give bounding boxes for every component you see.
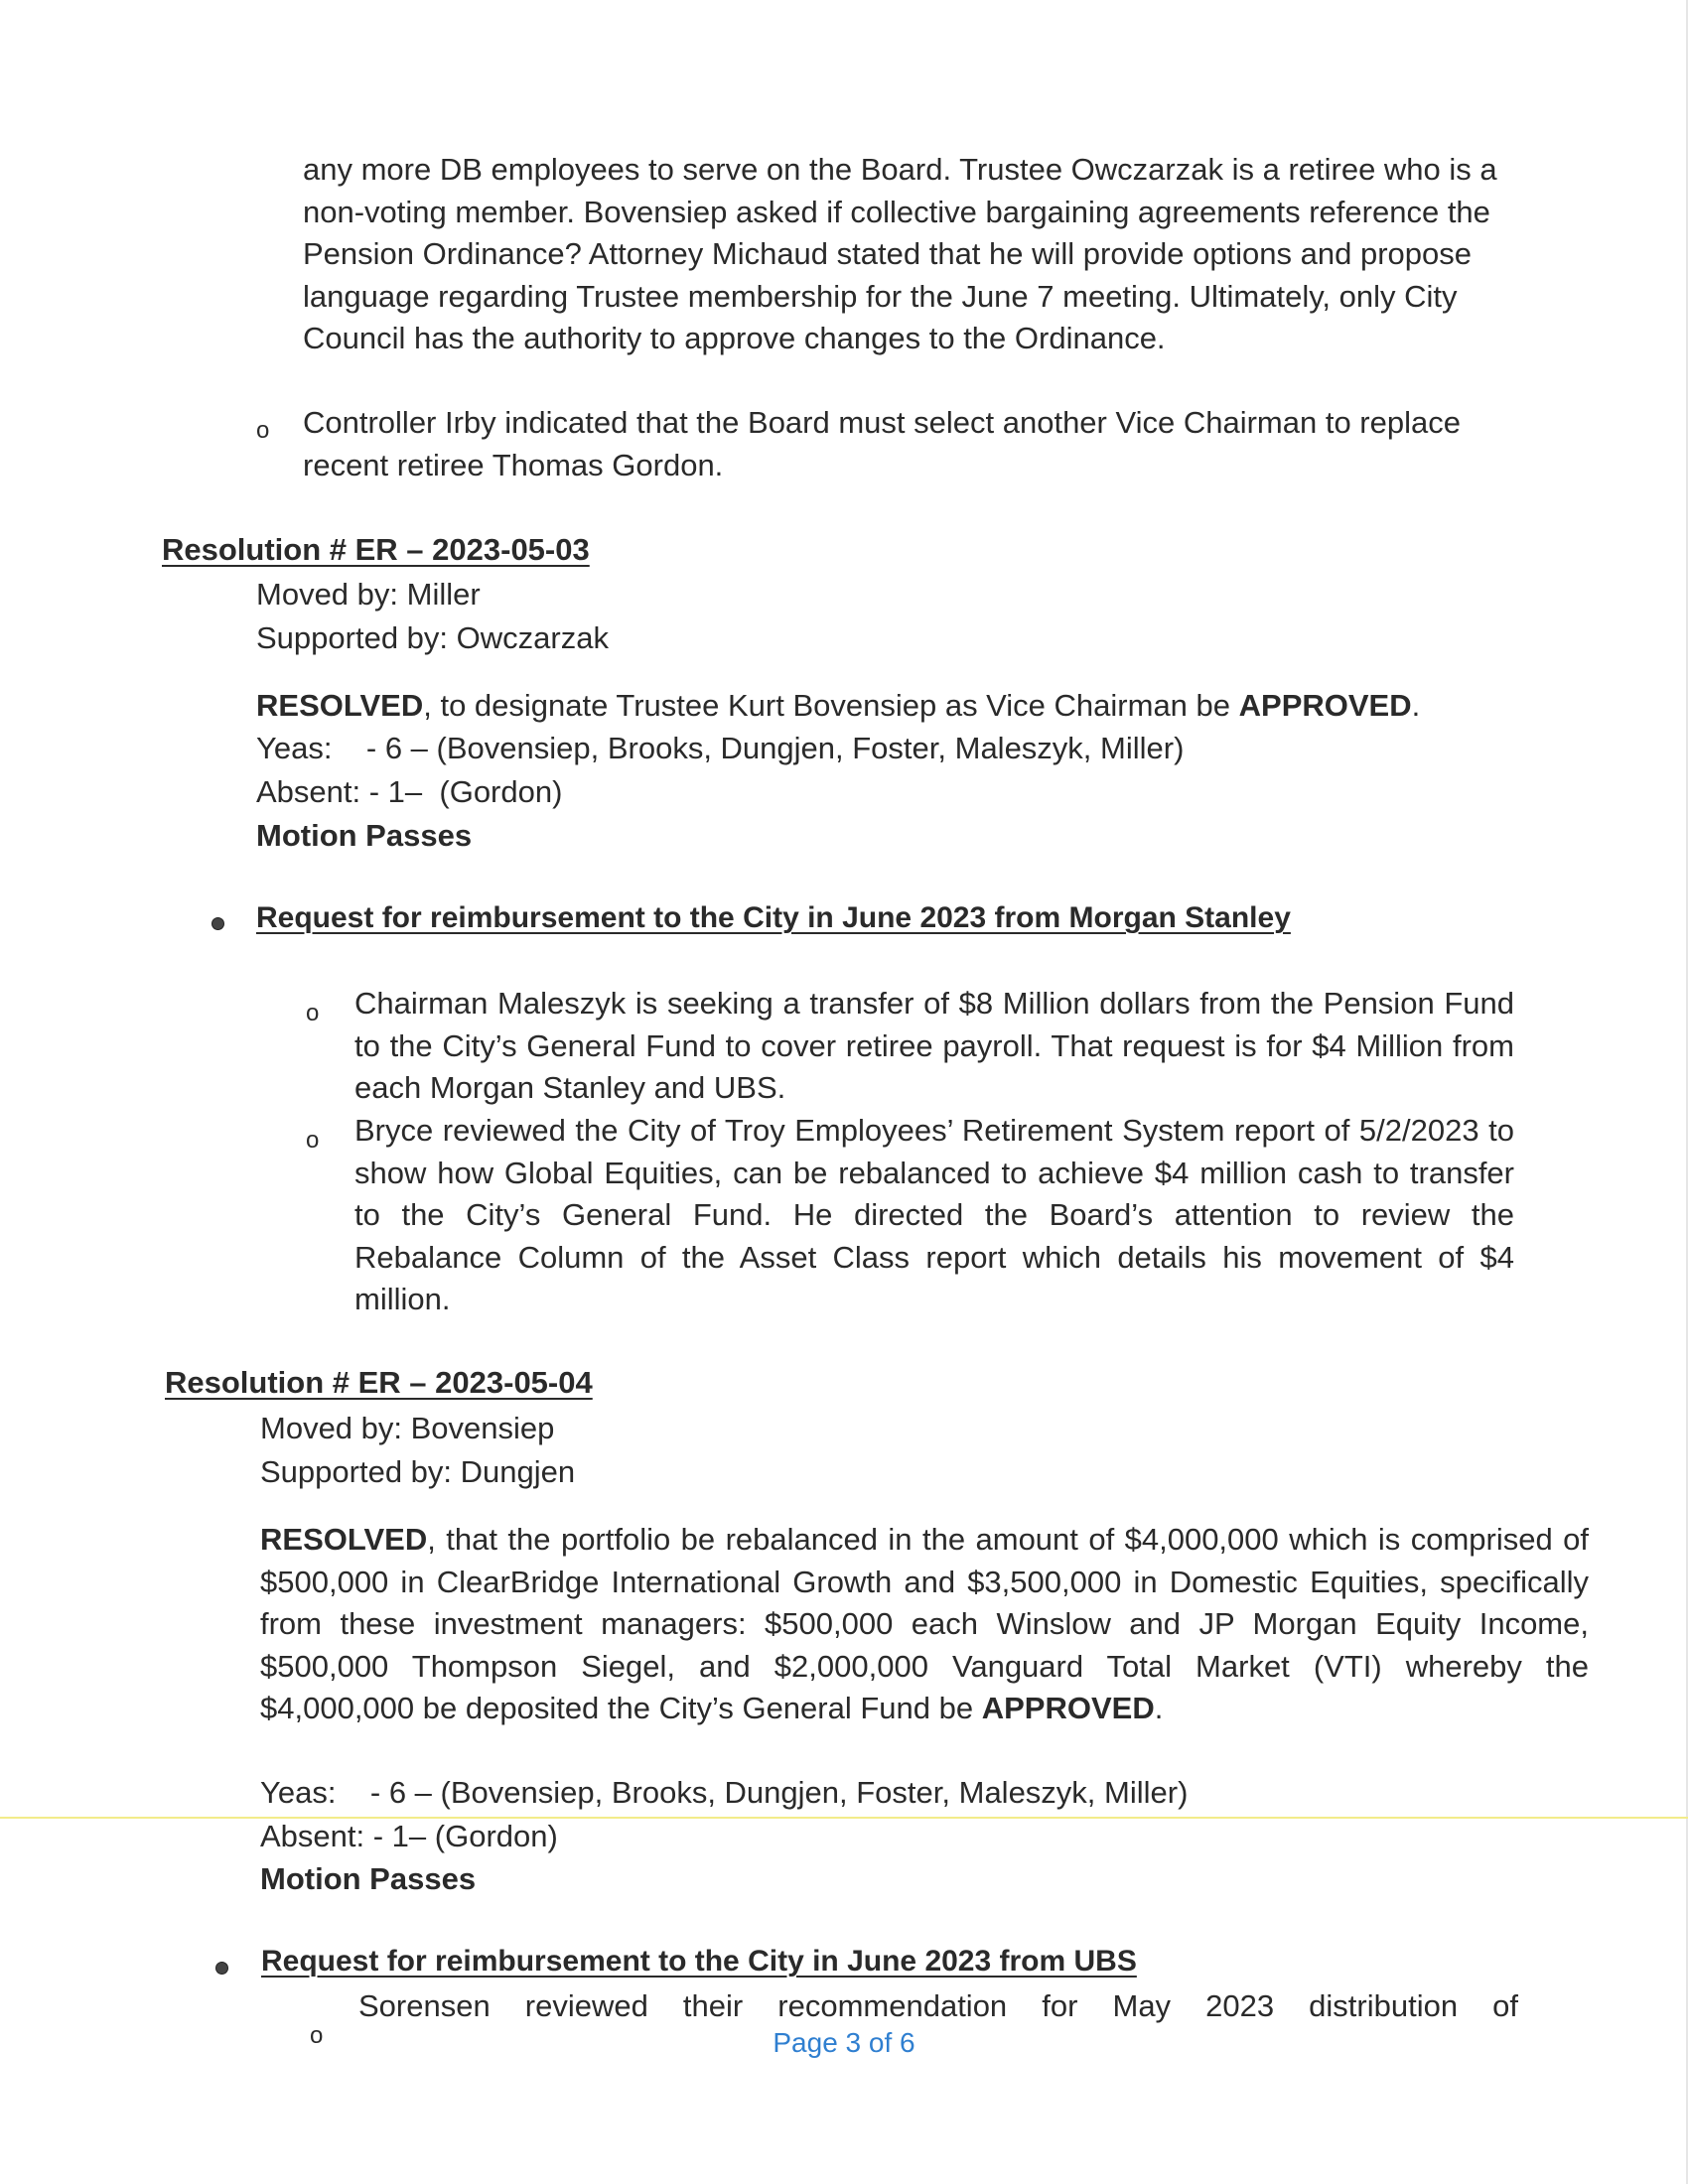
resolution-text — [260, 1519, 1589, 1730]
absent-line: Absent: - 1– (Gordon) — [260, 1819, 558, 1853]
section-bullet: Chairman Maleszyk is seeking a transfer of $8 Million dollars from the Pension Fund to the City’s General Fund to cover retiree payroll. That request is for $4 Million from each Morgan Stanley and UBS. — [354, 986, 1514, 1105]
yeas-line: Yeas: - 6 – (Bovensiep, Brooks, Dungjen, Foster, Maleszyk, Miller) — [256, 731, 1185, 765]
bullet-dot-icon — [215, 1962, 228, 1975]
approved-label: APPROVED — [981, 1691, 1155, 1725]
bullet-dot-icon — [211, 917, 224, 930]
resolution-text — [256, 685, 1420, 728]
resolved-label: RESOLVED — [256, 688, 424, 723]
section-heading: Request for reimbursement to the City in June 2023 from Morgan Stanley — [256, 901, 1291, 934]
section-bullet: Sorensen reviewed their recommendation for May 2023 distribution of — [358, 1988, 1518, 2023]
section-bullet: Bryce reviewed the City of Troy Employees’ Retirement System report of 5/2/2023 to show how Global Equities, can be rebalanced to achieve $4 million cash to transfer to the City’s General Fund. He directed the Board’s attention to review the Rebalance Column of the Asset Class report which details his movement of $4 million. — [354, 1113, 1514, 1316]
page-number: Page 3 of 6 — [773, 2027, 915, 2058]
bullet-marker: o — [306, 1000, 320, 1026]
moved-by: Moved by: Bovensiep — [260, 1411, 555, 1445]
motion-status: Motion Passes — [260, 1861, 477, 1896]
intro-bullet: Controller Irby indicated that the Board must select another Vice Chairman to replace recent retiree Thomas Gordon. — [303, 405, 1461, 482]
supported-by: Supported by: Dungjen — [260, 1454, 576, 1489]
resolution-heading: Resolution # ER – 2023-05-04 — [165, 1365, 593, 1400]
bullet-marker: o — [306, 1127, 320, 1154]
resolution-body: , to designate Trustee Kurt Bovensiep as Vice Chairman be — [423, 688, 1239, 723]
moved-by: Moved by: Miller — [256, 577, 481, 612]
bullet-marker: o — [310, 2022, 324, 2049]
intro-paragraph: any more DB employees to serve on the Board. Trustee Owczarzak is a retiree who is a non-voting member. Bovensiep asked if collective bargaining agreements reference the Pension Ordinance? Attorney Michaud stated that he will provide options and propose language regarding Trustee membership for the June 7 meeting. Ultimately, only City Council has the authority to approve changes to the Ordinance. — [303, 152, 1497, 355]
supported-by: Supported by: Owczarzak — [256, 620, 609, 655]
resolution-heading: Resolution # ER – 2023-05-03 — [162, 532, 590, 567]
resolution-period: . — [1411, 688, 1421, 723]
resolution-period: . — [1154, 1691, 1164, 1725]
section-heading: Request for reimbursement to the City in June 2023 from UBS — [261, 1945, 1137, 1978]
motion-status: Motion Passes — [256, 818, 473, 853]
resolution-body: , that the portfolio be rebalanced in the amount of $4,000,000 which is comprised of $500,000 in ClearBridge International Growth and $3,500,000 in Domestic Equities, specifically from these investment managers: $500,000 each Winslow and JP Morgan Equity Income, $500,000 Thompson Siegel, and $2,000,000 Vanguard Total Market (VTI) whereby the $4,000,000 be deposited the City’s General Fund be — [260, 1522, 1589, 1725]
yeas-line: Yeas: - 6 – (Bovensiep, Brooks, Dungjen, Foster, Maleszyk, Miller) — [260, 1775, 1189, 1810]
absent-line: Absent: - 1– (Gordon) — [256, 774, 563, 809]
bullet-marker: o — [256, 417, 270, 444]
resolved-label: RESOLVED — [260, 1522, 428, 1557]
scan-artifact-line — [0, 1817, 1688, 1819]
approved-label: APPROVED — [1238, 688, 1412, 723]
